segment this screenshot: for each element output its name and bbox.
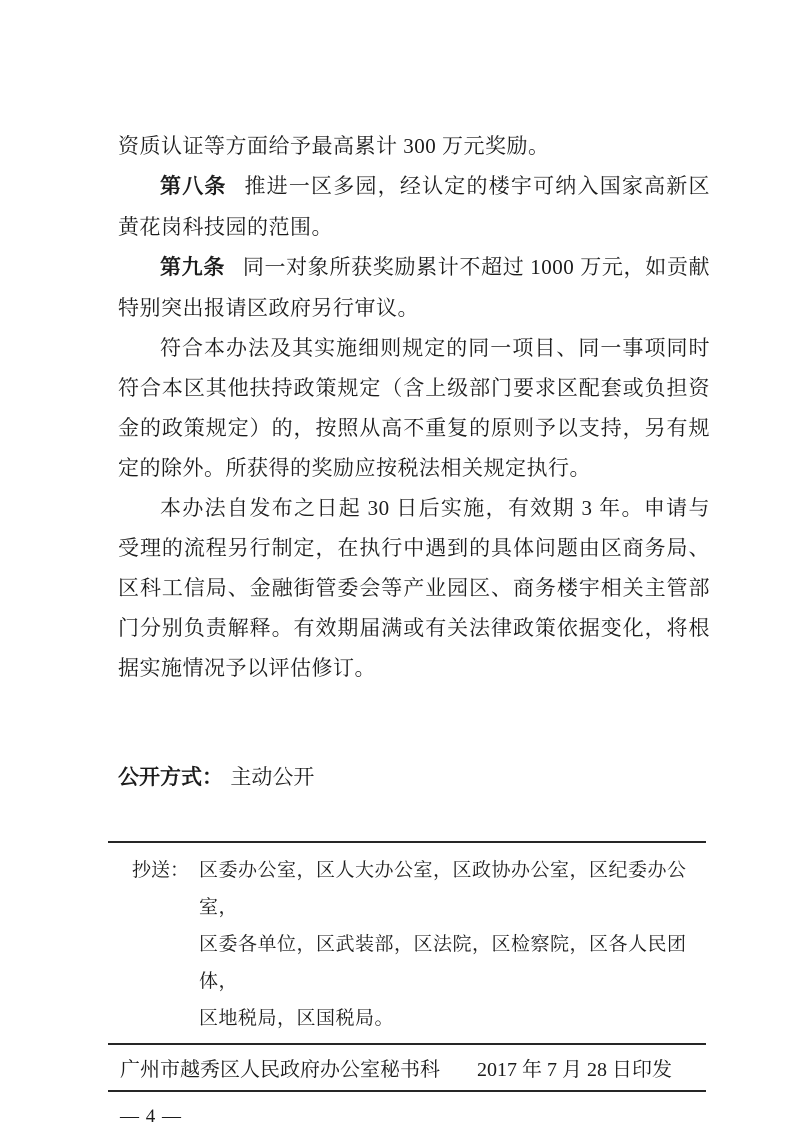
article-number-heading: 第九条 xyxy=(160,256,225,279)
imprint-date: 2017 年 7 月 28 日印发 xyxy=(477,1059,672,1081)
page-number: — 4 — xyxy=(120,1106,182,1124)
cc-line: 区委办公室，区人大办公室，区政协办公室，区纪委办公室， xyxy=(199,860,687,918)
cc-row xyxy=(108,852,706,1037)
article-number-heading: 第八条 xyxy=(160,175,227,198)
paragraph-text: 符合本办法及其实施细则规定的同一项目、同一事项同时符合本区其他扶持政策规定（含上级部门要求区配套或负担资金的政策规定）的，按照从高不重复的原则予以支持，另有规定的除外。所获得的奖励应按税法相关规定执行。 xyxy=(118,336,710,480)
disclosure-value: 主动公开 xyxy=(230,765,315,789)
cc-block xyxy=(108,841,706,1043)
cc-lines xyxy=(199,852,706,1037)
body-paragraph xyxy=(118,328,710,488)
paragraph-text: 同一对象所获奖励累计不超过 1000 万元，如贡献特别突出报请区政府另行审议。 xyxy=(118,255,711,320)
disclosure-line xyxy=(118,762,710,793)
document-content xyxy=(118,126,710,1124)
cc-line: 区委各单位，区武装部，区法院，区检察院，区各人民团体， xyxy=(199,934,687,992)
imprint-row xyxy=(108,1043,706,1092)
disclosure-label: 公开方式： xyxy=(118,766,223,789)
imprint-issuer: 广州市越秀区人民政府办公室秘书科 xyxy=(120,1059,440,1081)
cc-line: 区地税局，区国税局。 xyxy=(199,1008,395,1029)
body-paragraph xyxy=(118,247,710,328)
paragraph-text: 推进一区多园，经认定的楼宇可纳入国家高新区黄花岗科技园的范围。 xyxy=(118,174,711,239)
body-paragraph xyxy=(118,166,710,247)
body-paragraph xyxy=(118,126,710,166)
paragraph-text: 本办法自发布之日起 30 日后实施，有效期 3 年。申请与受理的流程另行制定，在执行中遇到的具体问题由区商务局、区科工信局、金融街管委会等产业园区、商务楼宇相关主管部门分别负责解释。有效期届满或有关法律政策依据变化，将根据实施情况予以评估修订。 xyxy=(118,496,710,680)
cc-label: 抄送： xyxy=(132,860,190,881)
paragraph-text: 资质认证等方面给予最高累计 300 万元奖励。 xyxy=(118,134,550,158)
body-paragraph xyxy=(118,488,710,688)
